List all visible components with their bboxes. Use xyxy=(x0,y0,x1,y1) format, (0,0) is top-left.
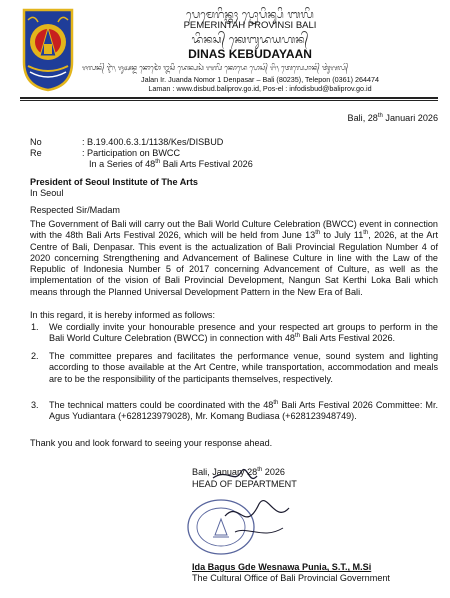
salutation: Respected Sir/Madam xyxy=(30,205,120,215)
closing-line: Thank you and look forward to seeing your response ahead. xyxy=(30,438,273,448)
header-divider-thin xyxy=(20,100,438,101)
header-address: Jalan Ir. Juanda Nomor 1 Denpasar – Bali (80235), Telepon (0361) 264474 xyxy=(140,75,379,84)
item-2-number: 2. xyxy=(31,351,39,361)
number-value: : B.19.400.6.3.1/1138/Kes/DISBUD xyxy=(82,137,224,147)
regarding-value: : Participation on BWCC xyxy=(82,148,181,158)
header-balinese-department: ᬤᬶᬦᬲ᭄ ᬓᬾᬩᬸᬤᬬᬳᬦ᭄ xyxy=(191,33,309,46)
item-3-number: 3. xyxy=(31,400,39,410)
header-department-name: DINAS KEBUDAYAAN xyxy=(188,47,312,61)
signatory-name: Ida Bagus Gde Wesnawa Punia, S.T., M.Si xyxy=(192,562,372,572)
regarding-label: Re xyxy=(30,148,42,158)
header-government-name: PEMERINTAH PROVINSI BALI xyxy=(183,20,317,31)
letter-date: Bali, 28th Januari 2026 xyxy=(347,113,438,123)
header-balinese-government: ᬧᬾᬫᬾᬭᬶᬦ᭄ᬢᬄ ᬧ᭄ᬭᭀᬧᬶᬦ᭄ᬲᬶ ᬩᬮᬶ xyxy=(186,8,314,21)
signature-date: Bali, January 28th 2026 xyxy=(192,467,285,477)
regard-line: In this regard, it is hereby informed as follows: xyxy=(30,310,215,320)
item-2-text: The committee prepares and facilitates the performance venue, sound system and lighting according to those available at the Art Centre, while transportation, accommodation and meals are to be the responsibility of the participants themselves, respectively. xyxy=(49,351,438,384)
header-divider xyxy=(20,97,438,99)
item-3-text: The technical matters could be coordinated with the 48th Bali Arts Festival 2026 Committee: Mr. Agus Yudiantara (+628123979028), Mr. Komang Budiasa (+628123948749). xyxy=(49,400,439,422)
header-contact: Laman : www.disbud.baliprov.go.id, Pos-el : infodisbud@baliprov.go.id xyxy=(148,84,372,93)
recipient-place: In Seoul xyxy=(30,188,64,198)
item-1-text: We cordially invite your honourable presence and your respected art groups to perform in the Bali World Culture Celebration (BWCC) in connection with 48th Bali Arts Festival 2026. xyxy=(49,322,438,344)
header-balinese-address: ᬚᬮᬦ᭄ ᬇᬃ᭞ ᬚᬸᬅᬦ᭄ᬤ ᬦᭀᬫᭀᬃ ᬑᬲᬶ ᬤᬾᬦ᭄ᬧᬲᬃ ᬩᬮᬶ ᬓᭀᬤᬾ ᬧᭀᬲ᭄ ᬗᬶ᭞ ᬢᬾᬮ᭄ᬧᭀᬦ᭄ ᬢᬸᬂᬕᬮ᭄ xyxy=(82,64,349,72)
recipient-title: President of Seoul Institute of The Arts xyxy=(30,177,198,187)
signatory-office: The Cultural Office of Bali Provincial Government xyxy=(192,573,390,583)
regarding-value-line2: In a Series of 48th Bali Arts Festival 2026 xyxy=(89,159,253,169)
intro-paragraph: The Government of Bali will carry out the Bali World Culture Celebration (BWCC) event in connection with the 48th Bali Arts Festival 2026, which will be held from June 13th to July 11th, 2026, at the Art Centre of Bali, Denpasar. This event is the actualization of Bali Provincial Regulation Number 4 of 2020 concerning Strengthening and Advancement of Balinese Culture in line with the Law of the Republic of Indonesia Number 5 of 2017 concerning Advancement of Culture, as well as the implementation of the vision of Bali Provincial Development, Nangun Sat Kerthi Loka Bali which means through the Planned Universal Development Pattern in the New Era of Bali. xyxy=(30,219,439,297)
number-label: No xyxy=(30,137,42,147)
item-1-number: 1. xyxy=(31,322,39,332)
signatory-position: HEAD OF DEPARTMENT xyxy=(192,479,297,489)
bali-province-logo xyxy=(20,6,76,92)
